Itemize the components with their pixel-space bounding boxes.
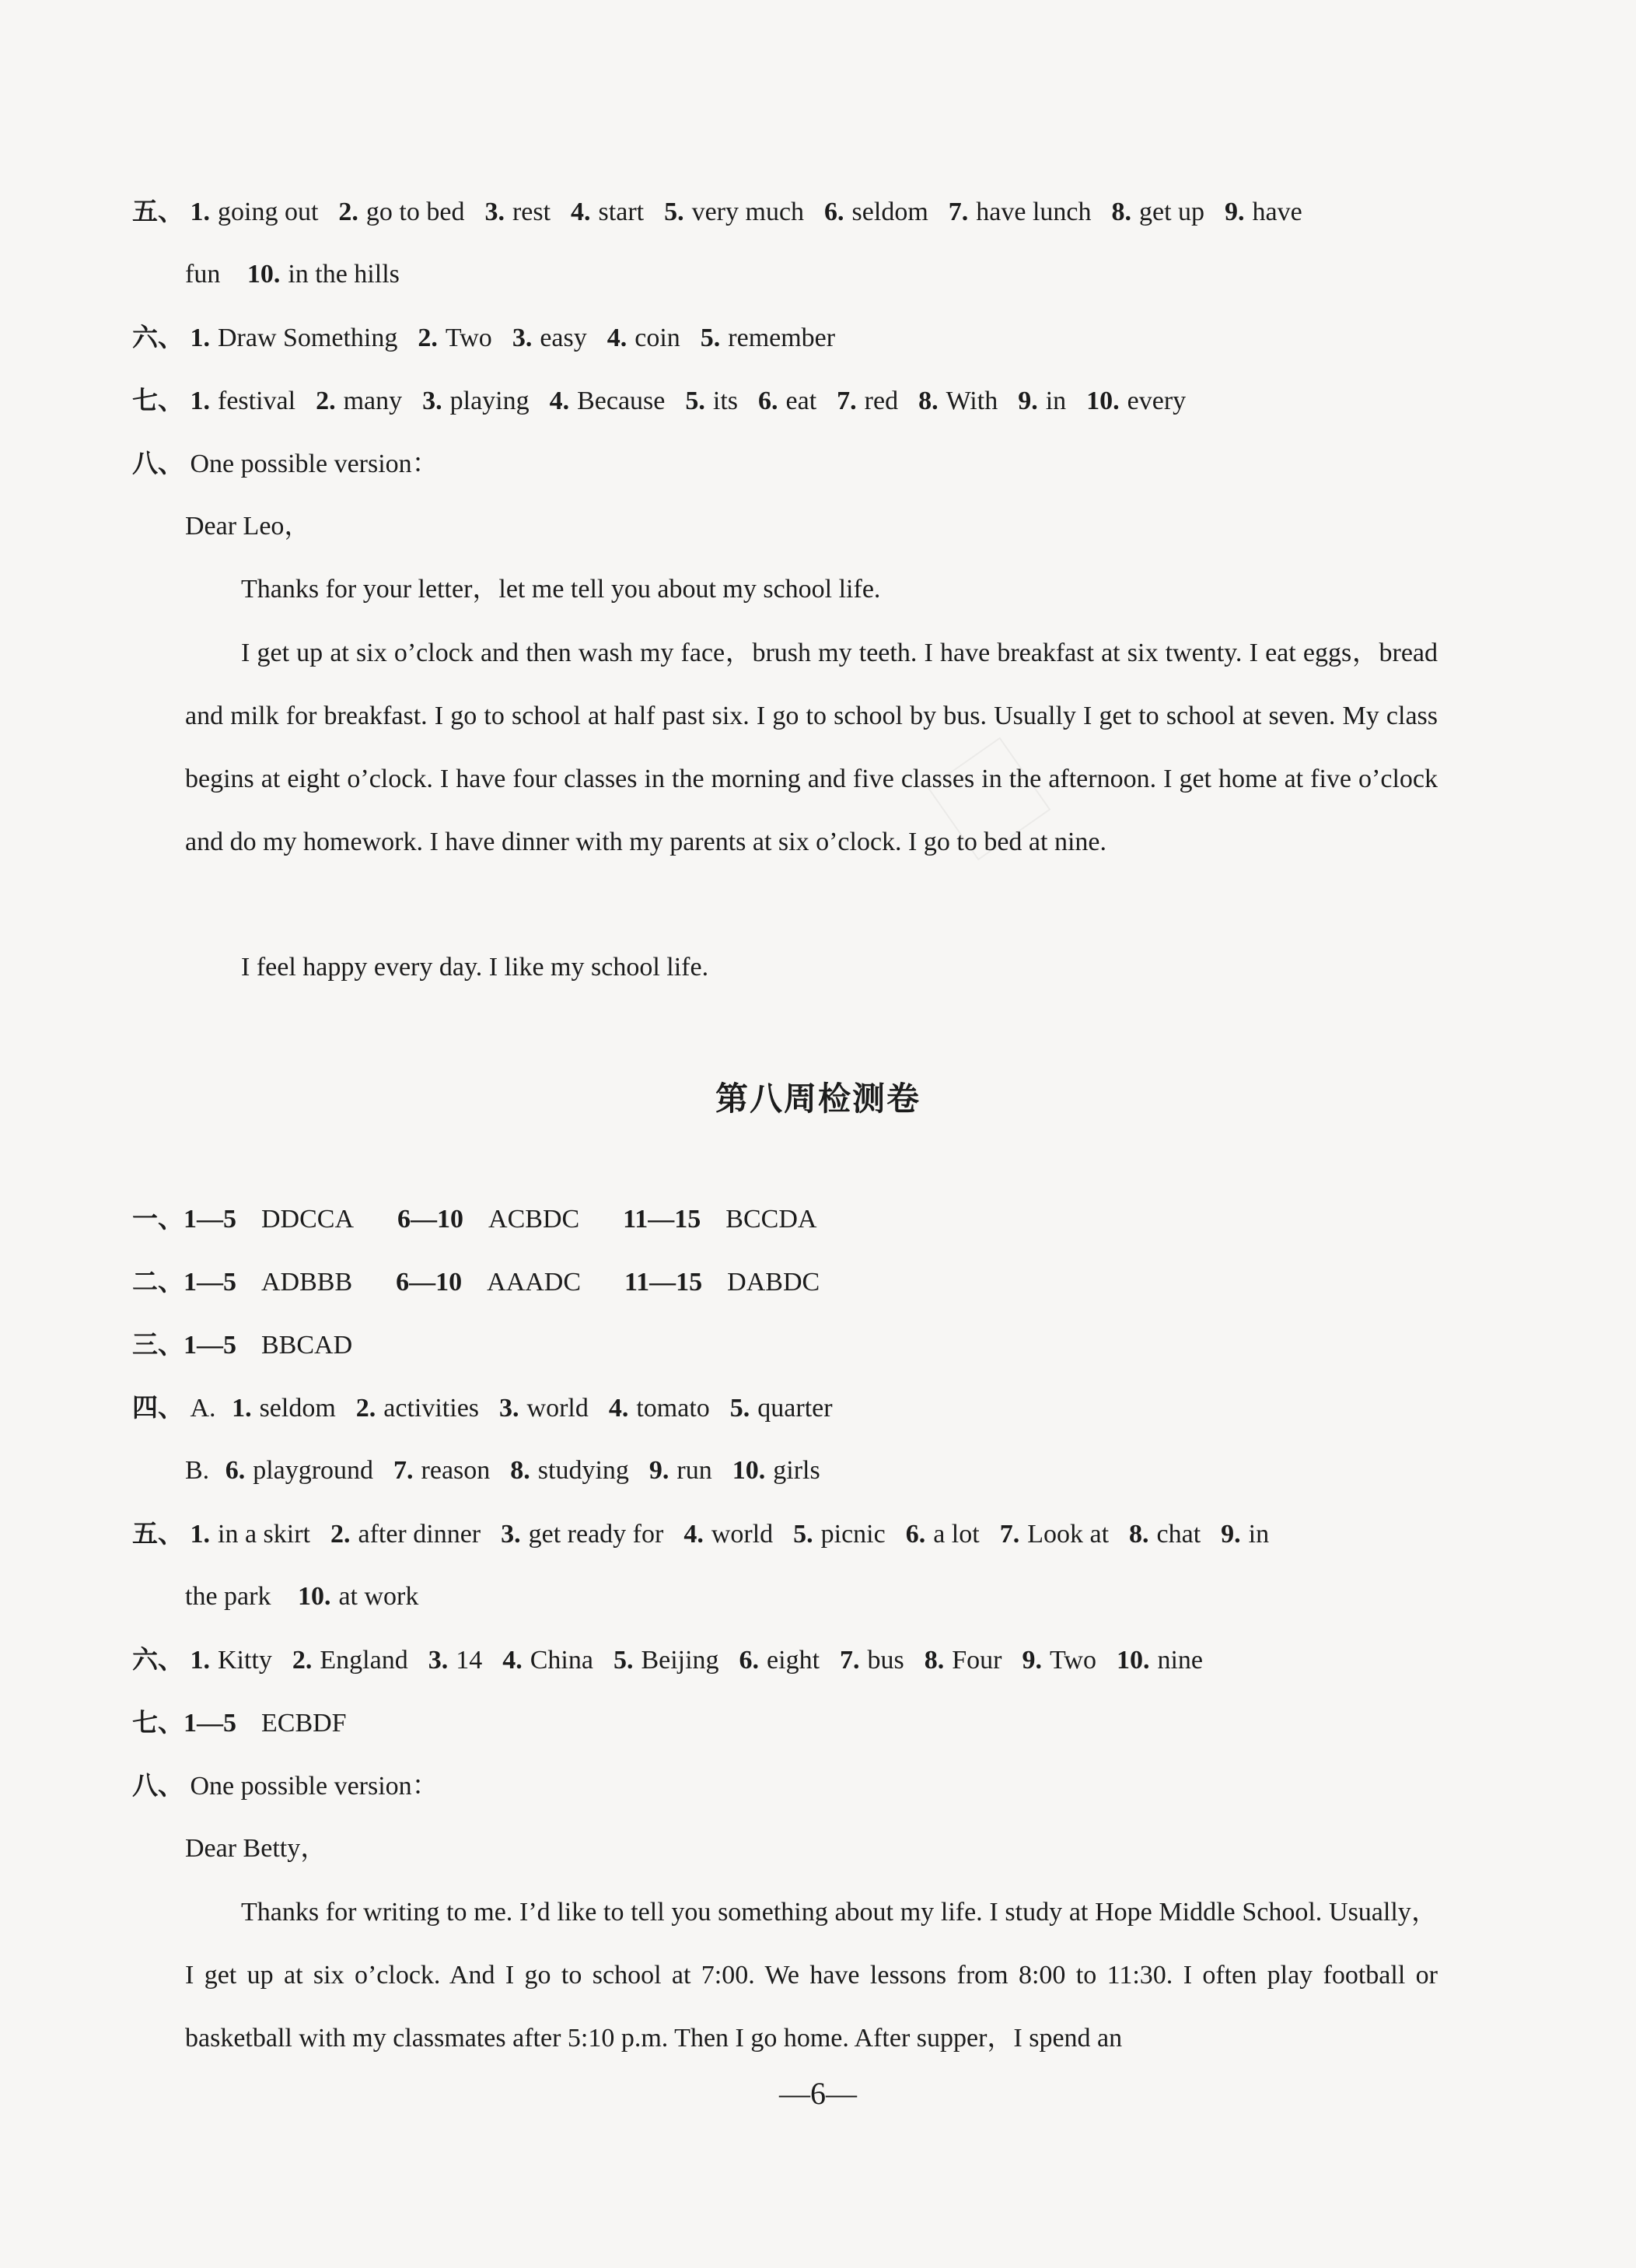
answer-item: [502, 1646, 593, 1675]
section-mark: 六、: [132, 322, 184, 352]
answer-text: With: [946, 387, 998, 415]
answer-list: [225, 1456, 841, 1485]
section-a-six: [132, 320, 1438, 355]
answer-text: a lot: [933, 1520, 980, 1549]
answer-number: 4.: [608, 1394, 629, 1423]
answer-text: reason: [421, 1456, 491, 1485]
answer-group: DDCCA: [261, 1205, 355, 1234]
answer-group: BCCDA: [725, 1205, 817, 1234]
answer-item: [1225, 198, 1302, 226]
answer-list: [191, 198, 1323, 226]
answer-item: [701, 324, 835, 352]
answer-text: Two: [1050, 1646, 1096, 1675]
range-label: 11—15: [624, 1268, 703, 1297]
answer-text: run: [676, 1456, 712, 1485]
answer-number: 3.: [484, 198, 505, 226]
answer-number: 7.: [999, 1520, 1020, 1549]
answer-text: Draw Something: [218, 324, 398, 352]
answer-item: [906, 1520, 980, 1549]
answer-text: go to bed: [365, 198, 465, 226]
answer-number: 2.: [338, 198, 358, 226]
answer-item: [512, 324, 587, 352]
answer-list: [232, 1394, 853, 1423]
answer-text: in a skirt: [218, 1520, 310, 1549]
answer-text: seldom: [259, 1394, 336, 1423]
answer-text: China: [530, 1646, 593, 1675]
answer-item: [685, 387, 738, 415]
answer-text: picnic: [820, 1520, 886, 1549]
answer-group: BBCAD: [261, 1331, 353, 1360]
answer-text: coin: [634, 324, 680, 352]
answer-number: 5.: [700, 324, 721, 352]
answer-text: after dinner: [358, 1520, 481, 1549]
answer-item: [510, 1456, 629, 1485]
answer-text: going out: [218, 198, 319, 226]
answer-item: [683, 1520, 773, 1549]
answer-number: 7.: [840, 1646, 860, 1675]
answer-text: eight: [767, 1646, 820, 1675]
section-b-six: [132, 1643, 1438, 1678]
answer-number: 3.: [422, 387, 442, 415]
answer-text: in: [1248, 1520, 1270, 1549]
answer-item: [501, 1520, 663, 1549]
range-label: 6—10: [396, 1268, 463, 1297]
answer-number: 2.: [292, 1646, 313, 1675]
answer-text: the park: [185, 1582, 271, 1611]
answer-number: 9.: [1221, 1520, 1241, 1549]
section-mark: 四、: [132, 1392, 184, 1423]
answer-item: [191, 1520, 310, 1549]
answer-item: [925, 1646, 1002, 1675]
letter-paragraph: Thanks for your letter，let me tell you about my school life.: [241, 575, 881, 604]
letter-greeting: Dear Betty，: [185, 1834, 327, 1863]
answer-item: [918, 387, 998, 415]
answer-item: [1111, 198, 1204, 226]
answer-group: ECBDF: [261, 1709, 347, 1738]
section-mark: 八、: [132, 1770, 184, 1801]
answer-text: studying: [537, 1456, 629, 1485]
answer-item: [247, 260, 400, 289]
answer-number: 9.: [648, 1456, 669, 1485]
answer-item: [1018, 387, 1066, 415]
answer-list: [247, 260, 420, 289]
answer-number: 3.: [501, 1520, 521, 1549]
answer-item: [1022, 1646, 1096, 1675]
answer-text: get ready for: [528, 1520, 664, 1549]
section-mark: 一、: [132, 1203, 184, 1234]
answer-item: [191, 1646, 272, 1675]
answer-number: 1.: [190, 387, 210, 415]
answer-item: [422, 387, 529, 415]
answer-item: [499, 1394, 589, 1423]
answer-item: [1221, 1520, 1269, 1549]
answer-group: ACBDC: [488, 1205, 580, 1234]
answer-item: [393, 1456, 490, 1485]
answer-text: girls: [773, 1456, 820, 1485]
part-label: B.: [185, 1456, 210, 1485]
answer-text: in the hills: [288, 260, 400, 289]
answer-item: [949, 198, 1092, 226]
answer-number: 6.: [739, 1646, 760, 1675]
answer-number: 6.: [225, 1456, 246, 1485]
answer-number: 10.: [297, 1582, 331, 1611]
answer-number: 3.: [499, 1394, 519, 1423]
answer-text: eat: [785, 387, 817, 415]
answer-item: [739, 1646, 820, 1675]
letter-paragraph: [185, 621, 1438, 873]
answer-text: Four: [952, 1646, 1002, 1675]
answer-text: 14: [456, 1646, 483, 1675]
section-mark: 六、: [132, 1644, 184, 1675]
answer-number: 10.: [732, 1456, 766, 1485]
answer-text: tomato: [636, 1394, 710, 1423]
answer-item: [1000, 1520, 1109, 1549]
answer-item: [428, 1646, 483, 1675]
answer-text: very much: [691, 198, 805, 226]
range-label: 1—5: [184, 1205, 236, 1234]
answer-number: 10.: [1086, 387, 1120, 415]
answer-text: every: [1127, 387, 1187, 415]
answer-number: 2.: [316, 387, 336, 415]
answer-number: 1.: [190, 1520, 210, 1549]
answer-text: get up: [1138, 198, 1205, 226]
answer-text: bus: [867, 1646, 904, 1675]
answer-number: 4.: [683, 1520, 704, 1549]
version-label: One possible version：: [190, 1772, 439, 1801]
answer-number: 10.: [1116, 1646, 1150, 1675]
answer-text: nine: [1157, 1646, 1203, 1675]
section-b-four-a: [132, 1391, 1438, 1426]
range-label: 1—5: [184, 1268, 236, 1297]
answer-item: [292, 1646, 408, 1675]
answer-number: 4.: [571, 198, 591, 226]
answer-number: 4.: [549, 387, 570, 415]
answer-item: [1117, 1646, 1203, 1675]
answer-item: [614, 1646, 719, 1675]
letter-paragraph-text: I get up at six o’clock and then wash my face，brush my teeth. I have breakfast at six twenty. I eat eggs，bread and milk for breakfast. I go to school at half past six. I go to school by bus. Usually I get to school at seven. My class begins at eight o’clock. I have four classes in the morning and five classes in the afternoon. I get home at five o’clock and do my homework. I have dinner with my parents at six o’clock. I go to bed at nine.: [185, 639, 1438, 856]
answer-item: [338, 198, 464, 226]
answer-item: [1086, 387, 1186, 415]
answer-text: Two: [445, 324, 492, 352]
answer-text: remember: [728, 324, 836, 352]
section-a-five-cont: [185, 257, 1438, 292]
section-b-eight: [132, 1769, 1438, 1804]
answer-item: [232, 1394, 336, 1423]
answer-text: world: [526, 1394, 589, 1423]
range-label: 1—5: [184, 1709, 236, 1738]
section-mark: 五、: [132, 196, 184, 226]
answer-item: [316, 387, 402, 415]
answer-number: 4.: [502, 1646, 523, 1675]
answer-item: [837, 387, 898, 415]
answer-text: world: [711, 1520, 774, 1549]
answer-item: [840, 1646, 904, 1675]
answer-item: [824, 198, 928, 226]
answer-number: 9.: [1022, 1646, 1042, 1675]
answer-number: 1.: [190, 198, 210, 226]
section-mark: 三、: [132, 1329, 184, 1360]
answer-text: Look at: [1027, 1520, 1110, 1549]
answer-text: Beijing: [641, 1646, 719, 1675]
section-a-five: [132, 194, 1438, 229]
answer-text: festival: [218, 387, 296, 415]
page-title: 第八周检测卷: [715, 1080, 921, 1118]
answer-item: [758, 387, 816, 415]
answer-text: seldom: [851, 198, 928, 226]
range-label: 1—5: [184, 1331, 236, 1360]
answer-item: [191, 387, 296, 415]
answer-text: many: [343, 387, 403, 415]
answer-number: 6.: [905, 1520, 926, 1549]
answer-number: 8.: [1111, 198, 1131, 226]
section-b-three: [132, 1328, 1438, 1363]
answer-item: [649, 1456, 712, 1485]
answer-text: Because: [577, 387, 666, 415]
answer-text: red: [864, 387, 899, 415]
answer-item: [225, 1456, 373, 1485]
letter-paragraph: [185, 1881, 1438, 2070]
answer-number: 1.: [232, 1394, 252, 1423]
answer-text: its: [712, 387, 739, 415]
answer-item: [298, 1582, 418, 1611]
answer-number: 8.: [924, 1646, 945, 1675]
answer-list: [191, 1520, 1290, 1549]
answer-item: [664, 198, 804, 226]
answer-list: [191, 1646, 1224, 1675]
answer-number: 8.: [1129, 1520, 1149, 1549]
page-number: —6—: [779, 2076, 857, 2111]
answer-text: England: [320, 1646, 408, 1675]
answer-number: 6.: [758, 387, 778, 415]
version-label: One possible version：: [190, 450, 439, 478]
section-mark: 八、: [132, 448, 184, 478]
section-b-two: [132, 1265, 1438, 1300]
answer-number: 4.: [607, 324, 627, 352]
section-a-seven: [132, 383, 1438, 418]
answer-text: rest: [512, 198, 551, 226]
range-label: 11—15: [623, 1205, 701, 1234]
answer-text: fun: [185, 260, 221, 289]
answer-number: 5.: [729, 1394, 750, 1423]
answer-item: [191, 198, 319, 226]
answer-number: 7.: [393, 1456, 414, 1485]
answer-number: 5.: [664, 198, 684, 226]
part-label: A.: [190, 1394, 216, 1423]
answer-item: [793, 1520, 886, 1549]
answer-number: 10.: [246, 260, 281, 289]
answer-list: [191, 324, 856, 352]
answer-item: [1129, 1520, 1201, 1549]
answer-number: 7.: [948, 198, 969, 226]
answer-number: 8.: [918, 387, 939, 415]
answer-item: [609, 1394, 710, 1423]
section-b-five: [132, 1517, 1438, 1552]
answer-number: 2.: [355, 1394, 376, 1423]
answer-number: 2.: [330, 1520, 351, 1549]
answer-item: [484, 198, 551, 226]
answer-item: [418, 324, 491, 352]
letter-greeting: Dear Leo，: [185, 512, 311, 541]
answer-text: have lunch: [976, 198, 1092, 226]
answer-text: playing: [449, 387, 530, 415]
answer-number: 5.: [793, 1520, 813, 1549]
answer-text: in: [1045, 387, 1067, 415]
answer-item: [571, 198, 644, 226]
range-label: 6—10: [397, 1205, 464, 1234]
section-b-seven: [132, 1706, 1438, 1741]
answer-group: AAADC: [487, 1268, 582, 1297]
answer-text: quarter: [757, 1394, 833, 1423]
answer-number: 1.: [190, 1646, 210, 1675]
answer-number: 5.: [613, 1646, 634, 1675]
answer-text: at work: [338, 1582, 419, 1611]
section-mark: 七、: [132, 385, 184, 415]
letter-paragraph-text: Thanks for writing to me. I’d like to tell you something about my life. I study at Hope Middle School. Usually，I get up at six o’clock. And I go to school at 7:00. We have lessons from 8:00 to 11:30. I often play football or basketball with my classmates after 5:10 p.m. Then I go home. After supper，I spend an: [185, 1898, 1438, 2053]
answer-text: chat: [1156, 1520, 1201, 1549]
answer-list: [191, 387, 1207, 415]
answer-item: [732, 1456, 820, 1485]
letter-paragraph: I feel happy every day. I like my school life.: [241, 953, 709, 982]
section-mark: 七、: [132, 1707, 184, 1738]
section-mark: 五、: [132, 1518, 184, 1549]
answer-group: ADBBB: [261, 1268, 353, 1297]
answer-item: [730, 1394, 833, 1423]
answer-text: playground: [253, 1456, 374, 1485]
answer-text: activities: [383, 1394, 480, 1423]
answer-number: 9.: [1018, 387, 1038, 415]
answer-text: easy: [540, 324, 587, 352]
section-b-one: [132, 1202, 1438, 1237]
answer-number: 3.: [428, 1646, 449, 1675]
section-b-five-cont: [185, 1580, 1438, 1614]
answer-number: 5.: [685, 387, 705, 415]
answer-number: 9.: [1225, 198, 1245, 226]
answer-number: 2.: [418, 324, 438, 352]
answer-group: DABDC: [727, 1268, 820, 1297]
answer-number: 8.: [510, 1456, 530, 1485]
answer-item: [356, 1394, 479, 1423]
answer-number: 3.: [512, 324, 533, 352]
answer-text: Kitty: [218, 1646, 272, 1675]
answer-item: [550, 387, 666, 415]
answer-item: [191, 324, 398, 352]
section-mark: 二、: [132, 1266, 184, 1297]
answer-number: 6.: [824, 198, 844, 226]
answer-text: have: [1252, 198, 1302, 226]
answer-list: [298, 1582, 439, 1611]
answer-number: 1.: [190, 324, 210, 352]
answer-text: start: [598, 198, 645, 226]
answer-item: [330, 1520, 481, 1549]
section-a-eight: [132, 446, 1438, 481]
section-b-four-b: [185, 1454, 1438, 1488]
answer-number: 7.: [837, 387, 857, 415]
answer-item: [607, 324, 680, 352]
